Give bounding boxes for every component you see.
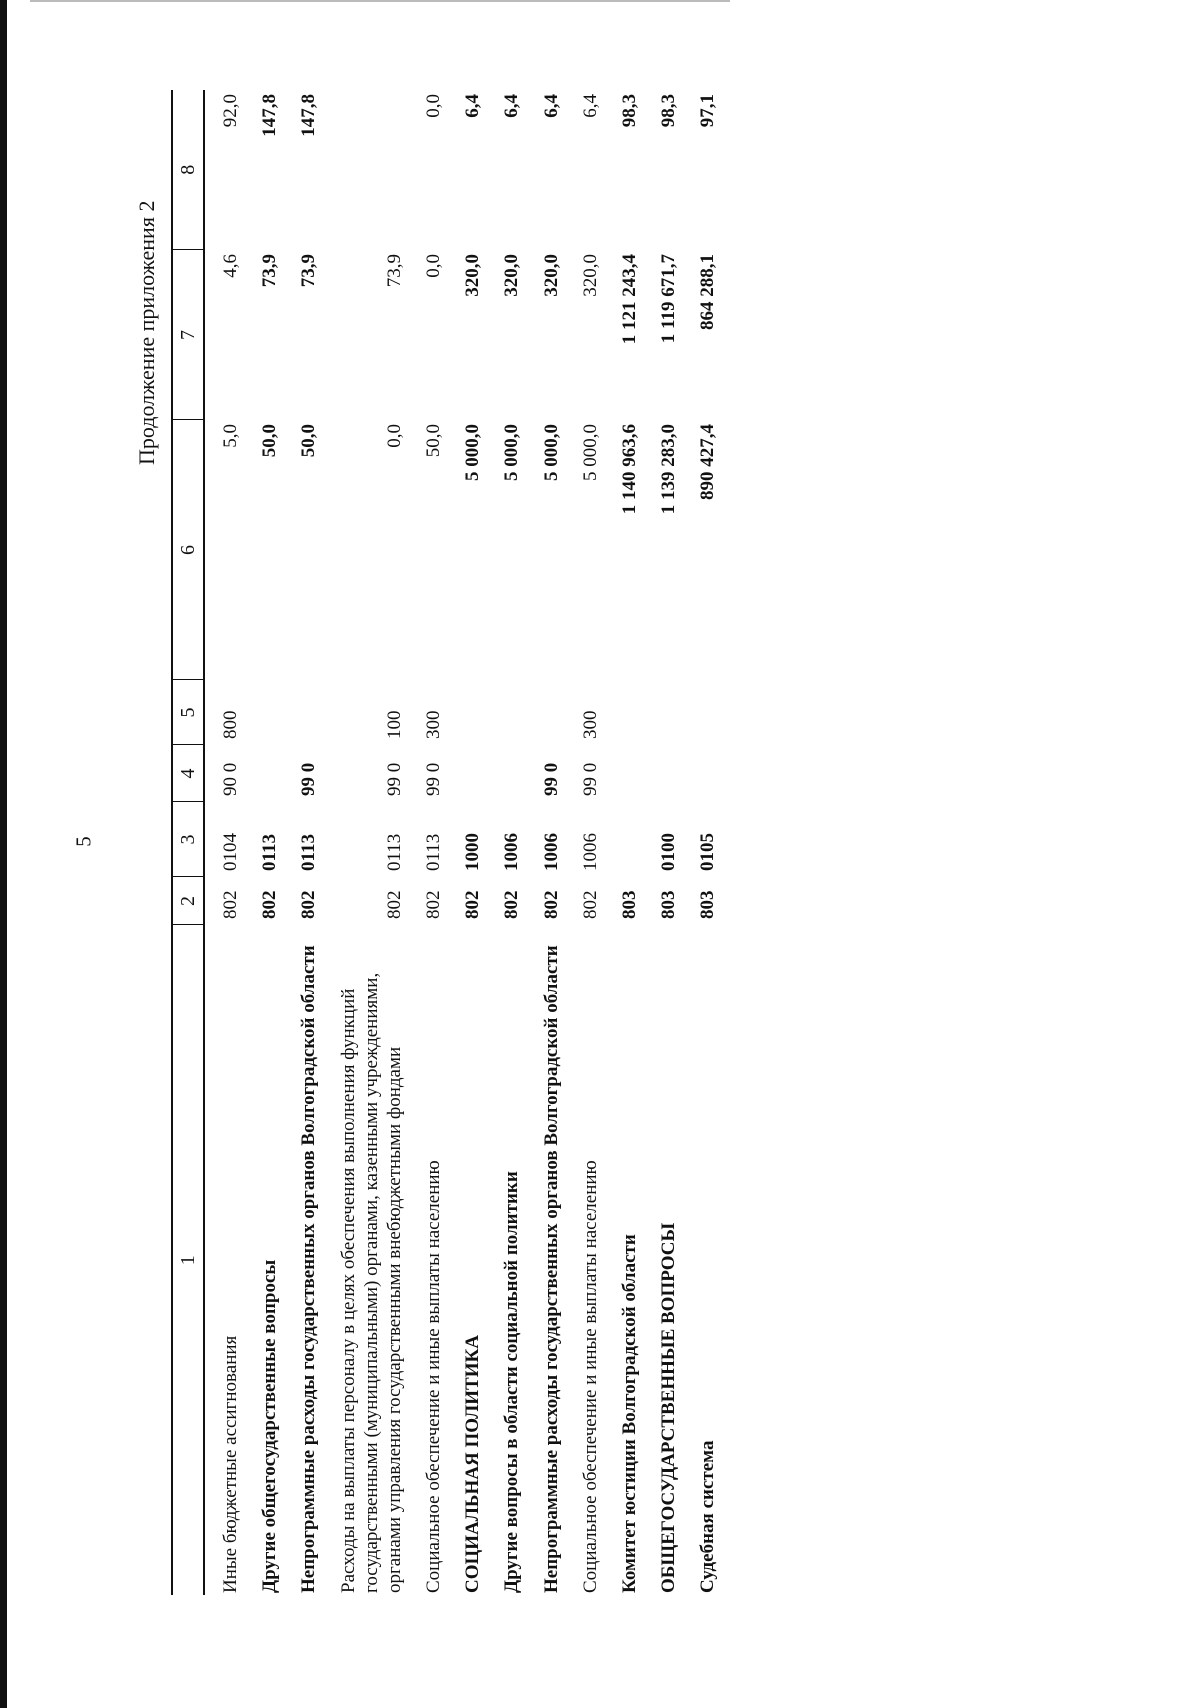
cell-planned-amount: 5 000,0 — [501, 424, 523, 481]
table-row — [604, 90, 643, 1595]
cell-execution-percent: 147,8 — [259, 94, 281, 137]
table-row — [323, 90, 409, 1595]
cell-expense-type-code — [643, 680, 682, 745]
cell-executed-amount: 320,0 — [579, 254, 601, 297]
cell-section-code: 0100 — [658, 833, 680, 871]
cell-planned-amount: 50,0 — [259, 424, 281, 458]
cell-target-code: 99 0 — [579, 762, 601, 796]
header-col-6: 6 — [172, 420, 204, 680]
cell-execution-percent: 98,3 — [658, 94, 680, 128]
cell-section-code — [604, 802, 643, 877]
cell-name: Социальное обеспечение и иные выплаты населению — [423, 1160, 445, 1593]
scan-edge — [0, 0, 7, 1708]
cell-name: Социальное обеспечение и иные выплаты населению — [579, 1160, 601, 1593]
cell-section-code: 1006 — [540, 833, 562, 871]
cell-executed-amount: 73,9 — [383, 254, 405, 288]
cell-section-code: 0113 — [423, 833, 445, 871]
cell-target-code: 99 0 — [423, 762, 445, 796]
cell-name: ОБЩЕГОСУДАРСТВЕННЫЕ ВОПРОСЫ — [658, 1222, 680, 1593]
cell-target-code: 99 0 — [383, 762, 405, 796]
table-row — [204, 90, 244, 1595]
continuation-label: Продолжение приложения 2 — [134, 200, 159, 465]
cell-execution-percent: 98,3 — [618, 94, 640, 128]
table-row — [283, 90, 322, 1595]
cell-planned-amount: 1 140 963,6 — [618, 424, 640, 515]
cell-execution-percent: 6,4 — [462, 94, 484, 118]
header-col-1: 1 — [172, 925, 204, 1595]
cell-name: Комитет юстиции Волгоградской области — [618, 1234, 640, 1593]
cell-name: Непрограммные расходы государственных органов Волгоградской области — [540, 945, 562, 1593]
cell-ministry-code: 802 — [540, 890, 562, 919]
cell-name: Судебная система — [697, 1440, 719, 1593]
cell-planned-amount: 5 000,0 — [579, 424, 601, 481]
cell-name: Другие общегосударственные вопросы — [259, 1259, 281, 1593]
cell-target-code — [486, 745, 525, 802]
cell-planned-amount: 890 427,4 — [697, 424, 719, 500]
cell-planned-amount: 5 000,0 — [462, 424, 484, 481]
table-row — [565, 90, 604, 1595]
cell-ministry-code: 802 — [462, 890, 484, 919]
cell-executed-amount: 73,9 — [259, 254, 281, 288]
cell-expense-type-code: 800 — [220, 710, 241, 739]
cell-section-code: 1006 — [579, 833, 601, 871]
header-col-5: 5 — [172, 680, 204, 745]
cell-executed-amount: 320,0 — [462, 254, 484, 297]
cell-executed-amount: 320,0 — [501, 254, 523, 297]
cell-executed-amount: 4,6 — [220, 254, 241, 278]
cell-ministry-code: 802 — [220, 890, 241, 919]
cell-planned-amount: 0,0 — [383, 424, 405, 448]
cell-expense-type-code: 300 — [423, 710, 445, 739]
cell-section-code: 0113 — [298, 834, 320, 871]
cell-target-code — [643, 745, 682, 802]
cell-target-code: 90 0 — [220, 762, 241, 796]
cell-ministry-code: 802 — [259, 890, 281, 919]
cell-executed-amount: 0,0 — [423, 254, 445, 278]
cell-section-code: 1006 — [501, 833, 523, 871]
cell-target-code — [604, 745, 643, 802]
cell-execution-percent: 147,8 — [298, 94, 320, 137]
cell-target-code — [447, 745, 486, 802]
cell-ministry-code: 802 — [423, 890, 445, 919]
header-col-4: 4 — [172, 745, 204, 802]
cell-execution-percent: 92,0 — [220, 94, 241, 128]
cell-expense-type-code — [447, 680, 486, 745]
header-row — [172, 90, 204, 1595]
cell-executed-amount: 1 119 671,7 — [658, 254, 680, 344]
cell-expense-type-code — [244, 680, 283, 745]
cell-executed-amount: 1 121 243,4 — [618, 254, 640, 345]
cell-name: Непрограммные расходы государственных органов Волгоградской области — [298, 945, 320, 1593]
table-row — [526, 90, 565, 1595]
cell-expense-type-code — [682, 680, 721, 745]
cell-expense-type-code: 100 — [383, 710, 405, 739]
cell-section-code: 0104 — [220, 833, 241, 871]
cell-name: СОЦИАЛЬНАЯ ПОЛИТИКА — [462, 1335, 484, 1593]
cell-section-code: 0113 — [383, 833, 405, 871]
cell-section-code: 0105 — [697, 833, 719, 871]
header-col-3: 3 — [172, 802, 204, 877]
cell-target-code — [244, 745, 283, 802]
cell-section-code: 0113 — [259, 834, 281, 871]
cell-ministry-code: 802 — [298, 890, 320, 919]
cell-planned-amount: 5 000,0 — [540, 424, 562, 481]
cell-execution-percent — [323, 90, 409, 250]
cell-ministry-code: 803 — [618, 890, 640, 919]
cell-ministry-code: 802 — [383, 890, 405, 919]
cell-execution-percent: 0,0 — [423, 94, 445, 118]
cell-executed-amount: 864 288,1 — [697, 254, 719, 330]
cell-ministry-code: 802 — [501, 890, 523, 919]
cell-execution-percent: 6,4 — [540, 94, 562, 118]
table-row — [643, 90, 682, 1595]
page-number: 5 — [71, 836, 96, 847]
cell-planned-amount: 50,0 — [423, 424, 445, 458]
table-row — [447, 90, 486, 1595]
cell-target-code — [682, 745, 721, 802]
table-row — [486, 90, 525, 1595]
cell-execution-percent: 6,4 — [579, 94, 601, 118]
budget-table — [171, 90, 721, 1595]
table-row — [408, 90, 447, 1595]
cell-name: Другие вопросы в области социальной политики — [501, 1171, 523, 1593]
cell-ministry-code: 802 — [579, 890, 601, 919]
table-row — [244, 90, 283, 1595]
cell-section-code: 1000 — [462, 833, 484, 871]
table-body — [204, 90, 721, 1595]
cell-planned-amount: 1 139 283,0 — [658, 424, 680, 515]
cell-planned-amount: 5,0 — [220, 424, 241, 448]
table-row — [682, 90, 721, 1595]
header-col-8: 8 — [172, 90, 204, 250]
cell-execution-percent: 6,4 — [501, 94, 523, 118]
cell-expense-type-code — [604, 680, 643, 745]
cell-name: Расходы на выплаты персоналу в целях обеспечения выполнения функций государственными (муниципальными) органами, казенными учреждениями, органами управления государственными внебюджетными фондами — [337, 972, 405, 1593]
cell-executed-amount: 73,9 — [298, 254, 320, 288]
cell-name: Иные бюджетные ассигнования — [220, 1335, 241, 1593]
header-col-2: 2 — [172, 877, 204, 925]
cell-target-code: 99 0 — [298, 762, 320, 796]
cell-planned-amount: 50,0 — [298, 424, 320, 458]
cell-ministry-code: 803 — [697, 890, 719, 919]
cell-expense-type-code: 300 — [579, 710, 601, 739]
cell-execution-percent: 97,1 — [697, 94, 719, 128]
cell-expense-type-code — [283, 680, 322, 745]
cell-executed-amount: 320,0 — [540, 254, 562, 297]
budget-table-sheet — [171, 90, 971, 1595]
cell-target-code: 99 0 — [540, 762, 562, 796]
cell-expense-type-code — [526, 680, 565, 745]
cell-ministry-code: 803 — [658, 890, 680, 919]
scan-top-shadow — [30, 0, 730, 2]
header-col-7: 7 — [172, 250, 204, 420]
cell-expense-type-code — [486, 680, 525, 745]
